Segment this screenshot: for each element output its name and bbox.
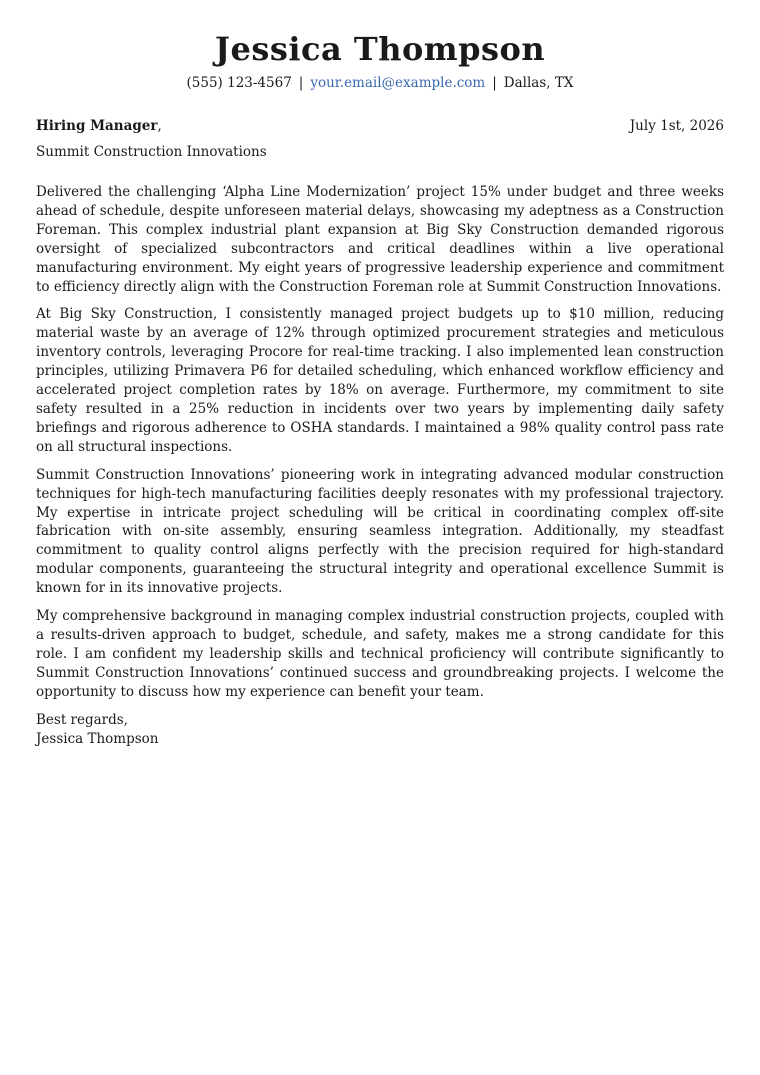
letter-date: July 1st, 2026	[629, 118, 724, 134]
body-paragraph: My comprehensive background in managing complex industrial construction projects, coupled with a results-driven approach to budget, schedule, and safety, makes me a strong candidate for this role. I am confident my leadership skills and technical proficiency will contribute significantly to Summit Construction Innovations’ continued success and groundbreaking projects. I welcome the opportunity to discuss how my experience can benefit your team.	[36, 608, 724, 700]
applicant-name: Jessica Thompson	[214, 30, 546, 68]
recipient-row	[36, 117, 724, 135]
contact-separator: |	[298, 75, 304, 91]
body-paragraph: Summit Construction Innovations’ pioneering work in integrating advanced modular construction techniques for high-tech manufacturing facilities deeply resonates with my professional trajectory. My expertise in intricate project scheduling will be critical in coordinating complex off-site fabrication with on-site assembly, ensuring seamless integration. Additionally, my steadfast commitment to quality control aligns perfectly with the precision required for high-standard modular components, guaranteeing the structural integrity and operational excellence Summit is known for in its innovative projects.	[36, 466, 724, 597]
recipient-name-comma: ,	[157, 118, 162, 134]
location: Dallas, TX	[503, 75, 574, 91]
letter-closing	[36, 711, 724, 749]
contact-line	[36, 74, 724, 92]
email-link[interactable]: your.email@example.com	[310, 75, 486, 91]
closing-signature: Jessica Thompson	[36, 730, 159, 747]
body-paragraph: Delivered the challenging ‘Alpha Line Modernization’ project 15% under budget and three weeks ahead of schedule, despite unforeseen material delays, showcasing my adeptness as a Construction Foreman. This complex industrial plant expansion at Big Sky Construction demanded rigorous oversight of specialized subcontractors and critical deadlines within a live operational manufacturing environment. My eight years of progressive leadership experience and commitment to efficiency directly align with the Construction Foreman role at Summit Construction Innovations.	[36, 184, 724, 295]
recipient-line	[36, 117, 162, 135]
letter-body	[36, 183, 724, 702]
closing-salutation: Best regards,	[36, 711, 129, 728]
body-paragraph: At Big Sky Construction, I consistently managed project budgets up to $10 million, reducing material waste by an average of 12% through optimized procurement strategies and meticulous inventory controls, leveraging Procore for real-time tracking. I also implemented lean construction principles, utilizing Primavera P6 for detailed scheduling, which enhanced workflow efficiency and accelerated project completion rates by 18% on average. Furthermore, my commitment to site safety resulted in a 25% reduction in incidents over two years by implementing daily safety briefings and rigorous adherence to OSHA standards. I maintained a 98% quality control pass rate on all structural inspections.	[36, 306, 724, 455]
recipient-company: Summit Construction Innovations	[36, 144, 267, 160]
recipient-name: Hiring Manager	[36, 118, 158, 134]
phone-number: (555) 123-4567	[186, 75, 292, 91]
contact-separator: |	[492, 75, 497, 91]
